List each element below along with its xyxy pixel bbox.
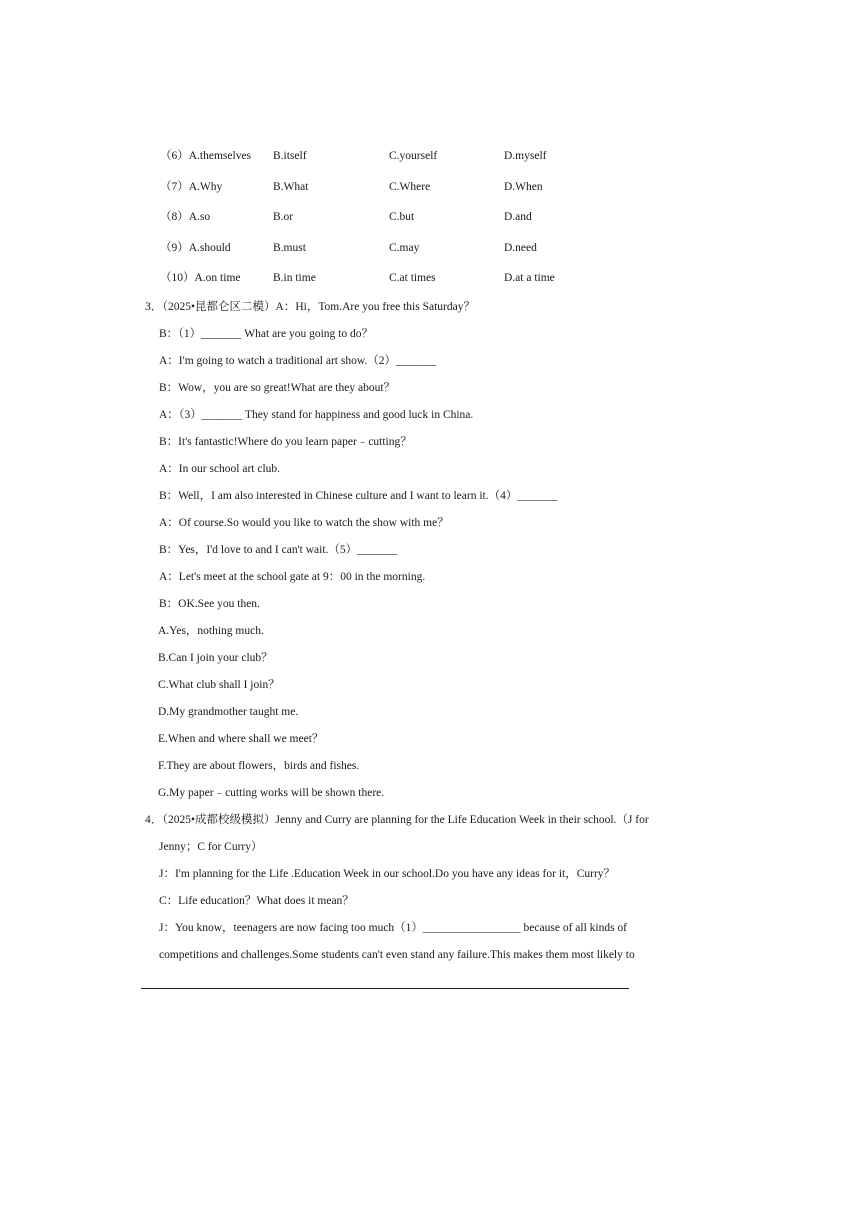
dialogue-line: B：Well，I am also interested in Chinese culture and I want to learn it.（4）_______ — [159, 490, 558, 502]
option-c: C.may — [389, 242, 420, 254]
option-c: C.at times — [389, 272, 436, 284]
option-row-7 — [0, 180, 867, 194]
dialogue-line: competitions and challenges.Some students can't even stand any failure.This makes them most likely to — [159, 949, 635, 961]
question-3-header: 3．（2025•昆都仑区二模）A：Hi，Tom.Are you free this Saturday？ — [145, 301, 475, 313]
answer-choice: F.They are about flowers，birds and fishes. — [158, 760, 360, 772]
option-d: D.and — [504, 211, 532, 223]
option-b: B.or — [273, 211, 294, 223]
option-row-9 — [0, 241, 867, 255]
footer-divider — [141, 988, 629, 989]
dialogue-line: J：You know，teenagers are now facing too much（1）_________________ because of all kinds of — [159, 922, 628, 934]
option-b: B.must — [273, 242, 306, 254]
option-a: （10）A.on time — [160, 272, 241, 284]
dialogue-line: A：（3）_______ They stand for happiness and good luck in China. — [159, 409, 474, 421]
option-row-6 — [0, 149, 867, 163]
dialogue-line: J：I'm planning for the Life .Education Week in our school.Do you have any ideas for it，Curry？ — [159, 868, 616, 880]
option-c: C.Where — [389, 181, 431, 193]
option-d: D.When — [504, 181, 543, 193]
option-a: （9）A.should — [160, 242, 231, 254]
option-a: （6）A.themselves — [160, 150, 252, 162]
option-b: B.in time — [273, 272, 316, 284]
dialogue-line: B：OK.See you then. — [159, 598, 260, 610]
dialogue-line: B：（1）_______ What are you going to do？ — [159, 328, 374, 340]
option-row-10 — [0, 271, 867, 285]
option-a: （7）A.Why — [160, 181, 223, 193]
option-c: C.but — [389, 211, 415, 223]
question-4-header: 4．（2025•成都校级模拟）Jenny and Curry are planning for the Life Education Week in their school.（J for — [145, 814, 649, 826]
option-a: （8）A.so — [160, 211, 211, 223]
option-d: D.need — [504, 242, 537, 254]
question-4-header-cont: Jenny；C for Curry） — [159, 841, 263, 853]
dialogue-line: A：Let's meet at the school gate at 9：00 in the morning. — [159, 571, 426, 583]
dialogue-line: B：Yes，I'd love to and I can't wait.（5）_______ — [159, 544, 398, 556]
dialogue-line: A：In our school art club. — [159, 463, 281, 475]
answer-choice: B.Can I join your club？ — [158, 652, 273, 664]
option-d: D.myself — [504, 150, 547, 162]
answer-choice: D.My grandmother taught me. — [158, 706, 299, 718]
dialogue-line: A：Of course.So would you like to watch the show with me？ — [159, 517, 449, 529]
option-row-8 — [0, 210, 867, 224]
answer-choice: E.When and where shall we meet？ — [158, 733, 324, 745]
option-d: D.at a time — [504, 272, 555, 284]
option-b: B.itself — [273, 150, 307, 162]
option-b: B.What — [273, 181, 309, 193]
dialogue-line: C：Life education？What does it mean？ — [159, 895, 354, 907]
answer-choice: C.What club shall I join？ — [158, 679, 280, 691]
dialogue-line: A：I'm going to watch a traditional art show.（2）_______ — [159, 355, 437, 367]
option-c: C.yourself — [389, 150, 438, 162]
answer-choice: G.My paper﹣cutting works will be shown there. — [158, 787, 385, 799]
dialogue-line: B：Wow，you are so great!What are they about？ — [159, 382, 396, 394]
answer-choice: A.Yes，nothing much. — [158, 625, 264, 637]
dialogue-line: B：It's fantastic!Where do you learn paper﹣cutting？ — [159, 436, 412, 448]
